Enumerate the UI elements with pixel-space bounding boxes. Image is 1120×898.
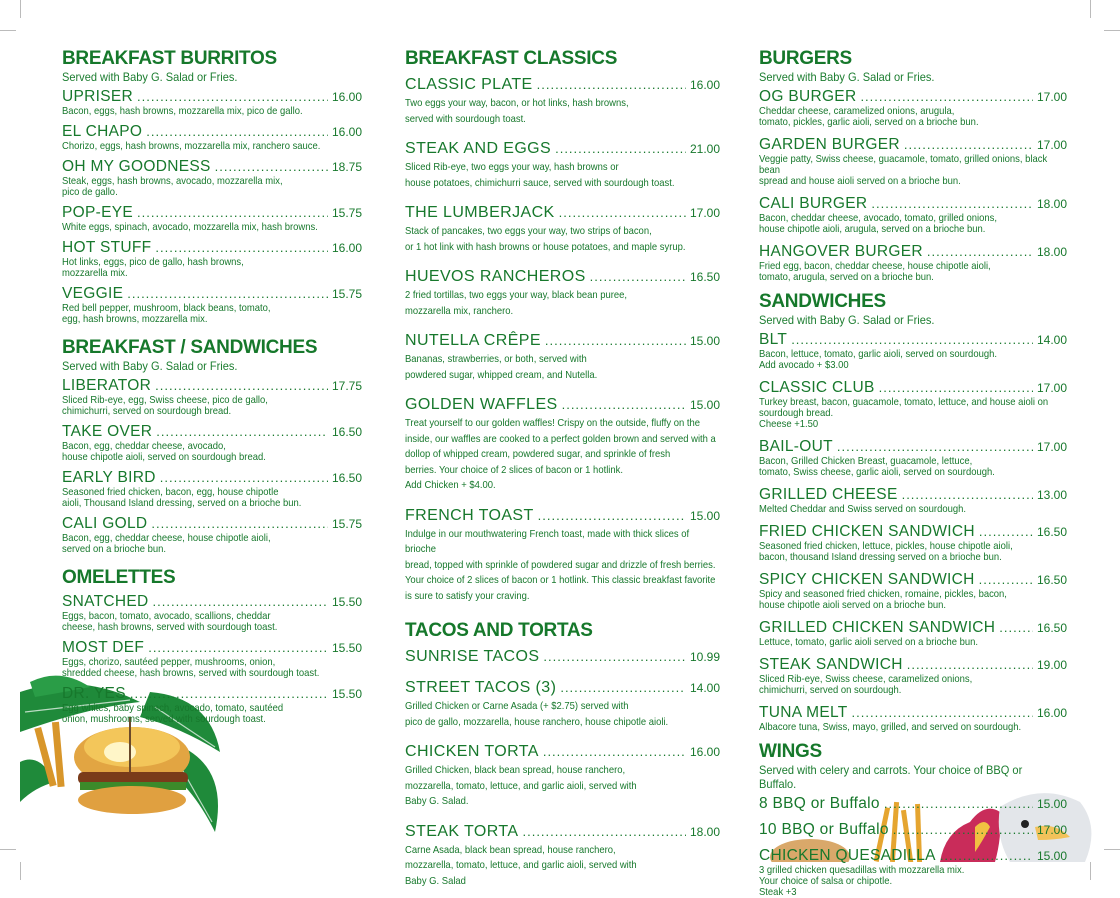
item-price: 16.50	[1036, 525, 1067, 539]
menu-item-classic-plate	[405, 76, 720, 127]
item-price: 16.50	[1036, 573, 1067, 587]
crop-mark-top-left	[20, 0, 33, 18]
section-omelettes	[62, 567, 362, 725]
menu-item-row	[405, 140, 720, 158]
dot-leader	[590, 269, 686, 284]
crop-mark-bottom-left-v	[20, 862, 33, 880]
item-description: Two eggs your way, bacon, or hot links, hash browns, served with sourdough toast.	[405, 97, 629, 125]
column-right	[759, 48, 1067, 898]
menu-item-liberator	[62, 377, 362, 417]
menu-item-row	[62, 639, 362, 657]
menu-item-cali-gold	[62, 515, 362, 555]
section-title: TACOS AND TORTAS	[405, 620, 593, 641]
item-name: SNATCHED	[62, 593, 149, 610]
dot-leader	[884, 796, 1033, 811]
item-description: Carne Asada, black bean spread, house ranchero, mozzarella, tomato, lettuce, and garlic aioli, served with Baby G. Salad	[405, 843, 637, 887]
section-tacos-and-tortas	[405, 620, 720, 889]
menu-item-sunrise-tacos	[405, 648, 720, 666]
item-price: 16.50	[1036, 621, 1067, 635]
dot-leader	[137, 89, 328, 104]
item-price: 15.75	[331, 206, 362, 220]
menu-item-cali-burger	[759, 195, 1067, 235]
item-description: Grilled Chicken or Carne Asada (+ $2.75) served with pico de gallo, mozzarella, house ranchero, house chipotle aioli.	[405, 700, 669, 728]
menu-item-row	[759, 847, 1067, 865]
menu-item-row	[62, 423, 362, 441]
item-description: Sliced Rib-eye, Swiss cheese, caramelized onions, chimichurri, served on sourdough.	[759, 673, 973, 696]
menu-item-row	[405, 268, 720, 286]
menu-item-row	[759, 195, 1067, 213]
item-name: 8 BBQ or Buffalo	[759, 795, 880, 812]
menu-item-el-chapo	[62, 123, 362, 152]
item-description: Fried egg, bacon, cheddar cheese, house chipotle aioli, tomato, arugula, served on a brioche bun.	[759, 260, 991, 283]
item-price: 15.00	[689, 508, 720, 523]
item-description: Turkey breast, bacon, guacamole, tomato, lettuce, and house aioli on sourdough bread. Cheese +1.50	[759, 396, 1049, 430]
crop-mark-right-mid	[1104, 30, 1120, 31]
item-description: 3 grilled chicken quesadillas with mozzarella mix. Your choice of salsa or chipotle. Steak +3	[759, 864, 965, 898]
menu-item-row	[759, 88, 1067, 106]
menu-item-bail-out	[759, 438, 1067, 478]
item-description: Bacon, Grilled Chicken Breast, guacamole, lettuce, tomato, Swiss cheese, garlic aioli, served on sourdough.	[759, 455, 995, 478]
section-breakfast-sandwiches	[62, 337, 362, 555]
dot-leader	[907, 657, 1033, 672]
dot-leader	[791, 332, 1033, 347]
dot-leader	[148, 640, 328, 655]
dot-leader	[127, 286, 328, 301]
menu-item-veggie	[62, 285, 362, 325]
dot-leader	[852, 705, 1033, 720]
menu-item-garden-burger	[759, 136, 1067, 187]
section-breakfast-burritos	[62, 48, 362, 325]
menu-item-row	[759, 795, 1067, 813]
item-description: White eggs, spinach, avocado, mozzarella mix, hash browns.	[62, 221, 318, 233]
item-price: 16.50	[689, 270, 720, 284]
item-name: CALI GOLD	[62, 515, 148, 532]
item-price: 18.00	[1036, 197, 1067, 211]
item-name: 10 BBQ or Buffalo	[759, 821, 889, 838]
dot-leader	[902, 487, 1033, 502]
item-name: CHICKEN QUESADILLA	[759, 847, 936, 864]
dot-leader	[543, 649, 686, 664]
item-name: UPRISER	[62, 88, 134, 105]
item-description: Indulge in our mouthwatering French toast, made with thick slices of brioche bread, topped with sprinkle of powdered sugar and drizzle of fresh berries. Your choice of 2 slices of bacon or 1 hotlink. This classic breakfast favorite is sure to satisfy your craving.	[405, 527, 716, 602]
menu-item-row	[405, 332, 720, 350]
menu-item-row	[759, 379, 1067, 397]
menu-item-row	[405, 76, 720, 94]
dot-leader	[871, 196, 1033, 211]
menu-item-row	[759, 619, 1067, 637]
dot-leader	[130, 686, 328, 701]
item-price: 15.00	[689, 334, 720, 348]
item-price: 17.00	[1036, 138, 1067, 152]
menu-item-row	[62, 88, 362, 106]
dot-leader	[215, 159, 328, 174]
item-name: GARDEN BURGER	[759, 136, 900, 153]
dot-leader	[137, 205, 328, 220]
item-description: Chorizo, eggs, hash browns, mozzarella mix, ranchero sauce.	[62, 140, 321, 152]
item-price: 17.00	[1036, 381, 1067, 395]
item-name: TUNA MELT	[759, 704, 848, 721]
menu-item-row	[62, 123, 362, 141]
item-description: Eggs, chorizo, sautéed pepper, mushrooms, onion, shredded cheese, hash browns, served with sourdough toast.	[62, 656, 320, 679]
item-price: 16.00	[689, 745, 720, 759]
item-description: Melted Cheddar and Swiss served on sourdough.	[759, 503, 966, 515]
item-name: TAKE OVER	[62, 423, 153, 440]
dot-leader	[999, 620, 1033, 635]
menu-item-row	[405, 679, 720, 697]
dot-leader	[904, 137, 1033, 152]
item-name: LIBERATOR	[62, 377, 152, 394]
item-name: EL CHAPO	[62, 123, 143, 140]
section-subtitle: Served with Baby G. Salad or Fries.	[62, 359, 238, 373]
item-description: Seasoned fried chicken, bacon, egg, house chipotle aioli, Thousand Island dressing, served on a brioche bun.	[62, 486, 302, 509]
section-subtitle: Served with celery and carrots. Your choice of BBQ or Buffalo.	[759, 763, 1023, 791]
item-name: CLASSIC PLATE	[405, 76, 533, 93]
item-name: VEGGIE	[62, 285, 124, 302]
menu-item-nutella-cr-pe	[405, 332, 720, 383]
item-price: 16.50	[331, 425, 362, 439]
dot-leader	[940, 848, 1033, 863]
item-price: 17.00	[1036, 90, 1067, 104]
crop-mark-top-right	[1090, 0, 1103, 18]
item-price: 18.75	[331, 160, 362, 174]
section-sandwiches	[759, 291, 1067, 733]
dot-leader	[837, 439, 1033, 454]
item-name: NUTELLA CRÊPE	[405, 332, 541, 349]
section-subtitle: Served with Baby G. Salad or Fries.	[759, 313, 935, 327]
menu-item-row	[62, 377, 362, 395]
item-description: Steak, eggs, hash browns, avocado, mozzarella mix, pico de gallo.	[62, 175, 283, 198]
item-description: Bananas, strawberries, or both, served with powdered sugar, whipped cream, and Nutella.	[405, 353, 598, 381]
item-description: Sliced Rib-eye, two eggs your way, hash browns or house potatoes, chimichurri sauce, served with sourdough toast.	[405, 161, 675, 189]
menu-item-10-bbq-or-buffalo	[759, 821, 1067, 839]
menu-item-street-tacos-3	[405, 679, 720, 730]
item-price: 15.75	[331, 517, 362, 531]
section-title: SANDWICHES	[759, 291, 886, 312]
item-price: 15.00	[1036, 849, 1067, 863]
dot-leader	[522, 824, 685, 839]
menu-item-huevos-rancheros	[405, 268, 720, 319]
item-description: Bacon, cheddar cheese, avocado, tomato, grilled onions, house chipotle aioli, arugula, served on a brioche bun.	[759, 212, 997, 235]
menu-item-steak-sandwich	[759, 656, 1067, 696]
section-title: BREAKFAST CLASSICS	[405, 48, 618, 69]
item-price: 16.00	[331, 125, 362, 139]
item-description: Bacon, lettuce, tomato, garlic aioli, served on sourdough. Add avocado + $3.00	[759, 348, 997, 371]
item-name: FRIED CHICKEN SANDWICH	[759, 523, 975, 540]
item-price: 14.00	[1036, 333, 1067, 347]
section-title: BURGERS	[759, 48, 852, 69]
item-name: CHICKEN TORTA	[405, 743, 539, 760]
item-description: Red bell pepper, mushroom, black beans, tomato, egg, hash browns, mozzarella mix.	[62, 302, 271, 325]
section-subtitle: Served with Baby G. Salad or Fries.	[759, 70, 935, 84]
crop-mark-bottom-left	[0, 849, 16, 850]
menu-item-grilled-cheese	[759, 486, 1067, 515]
menu-item-row	[759, 821, 1067, 839]
item-price: 15.50	[331, 595, 362, 609]
item-name: SPICY CHICKEN SANDWICH	[759, 571, 975, 588]
dot-leader	[151, 516, 328, 531]
section-breakfast-classics	[405, 48, 720, 604]
dot-leader	[559, 205, 686, 220]
section-wings	[759, 741, 1067, 898]
dot-leader	[879, 380, 1033, 395]
menu-item-row	[759, 571, 1067, 589]
item-description: Bacon, eggs, hash browns, mozzarella mix, pico de gallo.	[62, 105, 303, 117]
menu-item-row	[759, 243, 1067, 261]
item-price: 15.00	[689, 398, 720, 412]
menu-item-row	[759, 486, 1067, 504]
menu-item-hot-stuff	[62, 239, 362, 279]
dot-leader	[545, 333, 686, 348]
item-description: Veggie patty, Swiss cheese, guacamole, tomato, grilled onions, black bean spread and house aioli served on a brioche bun.	[759, 153, 1048, 187]
item-name: STREET TACOS (3)	[405, 679, 557, 696]
dot-leader	[155, 240, 328, 255]
dot-leader	[155, 378, 328, 393]
menu-item-classic-club	[759, 379, 1067, 430]
menu-item-row	[759, 136, 1067, 154]
crop-mark-bottom-right	[1104, 849, 1120, 850]
item-price: 10.99	[689, 650, 720, 664]
menu-item-snatched	[62, 593, 362, 633]
menu-item-french-toast	[405, 507, 720, 605]
item-description: Spicy and seasoned fried chicken, romaine, pickles, bacon, house chipotle aioli served on a brioche bun.	[759, 588, 1007, 611]
menu-item-row	[759, 704, 1067, 722]
item-name: STEAK AND EGGS	[405, 140, 552, 157]
menu-item-row	[405, 396, 720, 414]
item-price: 17.00	[1036, 823, 1067, 837]
menu-item-row	[759, 656, 1067, 674]
item-name: CALI BURGER	[759, 195, 868, 212]
menu-item-take-over	[62, 423, 362, 463]
menu-item-row	[405, 648, 720, 666]
section-title: WINGS	[759, 741, 822, 762]
dot-leader	[543, 744, 686, 759]
item-description: Treat yourself to our golden waffles! Crispy on the outside, fluffy on the inside, our waffles are cooked to a perfect golden brown and served with a dollop of whipped cream, powdered sugar, and sprinkle of fresh berries. Your choice of 2 slices of bacon or 1 hotlink. Add Chicken + $4.00.	[405, 417, 716, 491]
item-price: 16.00	[331, 241, 362, 255]
menu-item-row	[62, 593, 362, 611]
item-price: 19.00	[1036, 658, 1067, 672]
item-price: 15.00	[1036, 797, 1067, 811]
item-name: OG BURGER	[759, 88, 857, 105]
column-middle	[405, 48, 720, 889]
menu-item-row	[62, 515, 362, 533]
menu-item-oh-my-goodness	[62, 158, 362, 198]
item-description: Bacon, egg, cheddar cheese, house chipotle aioli, served on a brioche bun.	[62, 532, 271, 555]
menu-item-row	[405, 743, 720, 761]
item-description: Egg whites, baby spinach, avocado, tomato, sautéed onion, mushrooms, served with sourdough toast.	[62, 702, 284, 725]
menu-item-hangover-burger	[759, 243, 1067, 283]
item-name: HOT STUFF	[62, 239, 152, 256]
item-price: 17.75	[331, 379, 362, 393]
item-price: 17.00	[1036, 440, 1067, 454]
item-description: Stack of pancakes, two eggs your way, two strips of bacon, or 1 hot link with hash browns or house potatoes, and maple syrup.	[405, 225, 686, 253]
menu-item-row	[405, 823, 720, 841]
menu-item-8-bbq-or-buffalo	[759, 795, 1067, 813]
section-subtitle: Served with Baby G. Salad or Fries.	[62, 70, 238, 84]
item-description: Eggs, bacon, tomato, avocado, scallions, cheddar cheese, hash browns, served with sourdough toast.	[62, 610, 278, 633]
menu-item-chicken-torta	[405, 743, 720, 810]
menu-item-row	[759, 331, 1067, 349]
menu-item-grilled-chicken-sandwich	[759, 619, 1067, 648]
menu-item-steak-torta	[405, 823, 720, 890]
item-price: 16.00	[331, 90, 362, 104]
menu-item-early-bird	[62, 469, 362, 509]
item-price: 18.00	[689, 824, 720, 839]
item-name: BAIL-OUT	[759, 438, 833, 455]
menu-item-pop-eye	[62, 204, 362, 233]
menu-item-row	[62, 239, 362, 257]
section-title: OMELETTES	[62, 567, 176, 588]
menu-item-row	[62, 685, 362, 703]
dot-leader	[555, 141, 686, 156]
item-description: Grilled Chicken, black bean spread, house ranchero, mozzarella, tomato, lettuce, and garlic aioli, served with Baby G. Salad.	[405, 764, 637, 807]
item-price: 14.00	[689, 681, 720, 695]
section-title: BREAKFAST / SANDWICHES	[62, 337, 318, 358]
menu-item-row	[759, 523, 1067, 541]
menu-item-tuna-melt	[759, 704, 1067, 733]
item-name: GRILLED CHICKEN SANDWICH	[759, 619, 996, 636]
dot-leader	[537, 77, 686, 92]
menu-item-dr-yes	[62, 685, 362, 725]
item-description: 2 fried tortillas, two eggs your way, black bean puree, mozzarella mix, ranchero.	[405, 289, 628, 317]
item-name: SUNRISE TACOS	[405, 648, 540, 665]
crop-mark-left-mid	[0, 30, 16, 31]
dot-leader	[156, 424, 328, 439]
item-name: THE LUMBERJACK	[405, 204, 555, 221]
dot-leader	[538, 508, 686, 523]
item-price: 21.00	[689, 142, 720, 156]
section-burgers	[759, 48, 1067, 283]
menu-item-golden-waffles	[405, 396, 720, 494]
item-description: Cheddar cheese, caramelized onions, arugula, tomato, pickles, garlic aioli, served on a brioche bun.	[759, 105, 979, 128]
item-name: GRILLED CHEESE	[759, 486, 898, 503]
item-name: DR. YES	[62, 685, 126, 702]
item-name: STEAK SANDWICH	[759, 656, 903, 673]
menu-item-upriser	[62, 88, 362, 117]
dot-leader	[560, 680, 686, 695]
item-price: 13.00	[1036, 488, 1067, 502]
dot-leader	[562, 397, 686, 412]
item-name: CLASSIC CLUB	[759, 379, 875, 396]
item-name: FRENCH TOAST	[405, 506, 534, 524]
crop-mark-bottom-right-v	[1090, 862, 1103, 880]
dot-leader	[893, 822, 1033, 837]
menu-item-chicken-quesadilla	[759, 847, 1067, 898]
item-name: BLT	[759, 331, 788, 348]
item-description: Bacon, egg, cheddar cheese, avocado, house chipotle aioli, served on sourdough bread.	[62, 440, 266, 463]
dot-leader	[153, 594, 328, 609]
menu-item-row	[62, 204, 362, 222]
menu-item-fried-chicken-sandwich	[759, 523, 1067, 563]
item-description: Hot links, eggs, pico de gallo, hash browns, mozzarella mix.	[62, 256, 244, 279]
item-name: STEAK TORTA	[405, 822, 519, 840]
menu-item-row	[759, 438, 1067, 456]
item-price: 16.00	[689, 78, 720, 92]
dot-leader	[927, 244, 1033, 259]
section-title: BREAKFAST BURRITOS	[62, 48, 277, 69]
item-price: 15.50	[331, 641, 362, 655]
item-name: EARLY BIRD	[62, 469, 156, 486]
item-price: 16.00	[1036, 706, 1067, 720]
item-description: Seasoned fried chicken, lettuce, pickles, house chipotle aioli, bacon, thousand Island dressing served on a brioche bun.	[759, 540, 1013, 563]
menu-item-row	[62, 158, 362, 176]
menu-item-row	[405, 507, 720, 525]
menu-item-spicy-chicken-sandwich	[759, 571, 1067, 611]
item-price: 18.00	[1036, 245, 1067, 259]
dot-leader	[146, 124, 328, 139]
item-name: POP-EYE	[62, 204, 134, 221]
dot-leader	[860, 89, 1033, 104]
column-left	[62, 48, 362, 725]
item-name: HANGOVER BURGER	[759, 243, 923, 260]
item-price: 16.50	[331, 471, 362, 485]
menu-item-og-burger	[759, 88, 1067, 128]
item-name: OH MY GOODNESS	[62, 158, 211, 175]
dot-leader	[979, 572, 1033, 587]
menu-item-the-lumberjack	[405, 204, 720, 255]
item-description: Albacore tuna, Swiss, mayo, grilled, and served on sourdough.	[759, 721, 1022, 733]
menu-item-row	[62, 285, 362, 303]
dot-leader	[979, 524, 1033, 539]
item-name: MOST DEF	[62, 639, 145, 656]
dot-leader	[160, 470, 328, 485]
menu-item-most-def	[62, 639, 362, 679]
item-price: 17.00	[689, 206, 720, 220]
menu-item-blt	[759, 331, 1067, 371]
item-name: GOLDEN WAFFLES	[405, 396, 558, 413]
menu-item-row	[405, 204, 720, 222]
menu-item-steak-and-eggs	[405, 140, 720, 191]
item-price: 15.75	[331, 287, 362, 301]
item-price: 15.50	[331, 687, 362, 701]
item-name: HUEVOS RANCHEROS	[405, 268, 586, 285]
item-description: Lettuce, tomato, garlic aioli served on a brioche bun.	[759, 636, 979, 648]
item-description: Sliced Rib-eye, egg, Swiss cheese, pico de gallo, chimichurri, served on sourdough bread.	[62, 394, 268, 417]
menu-item-row	[62, 469, 362, 487]
